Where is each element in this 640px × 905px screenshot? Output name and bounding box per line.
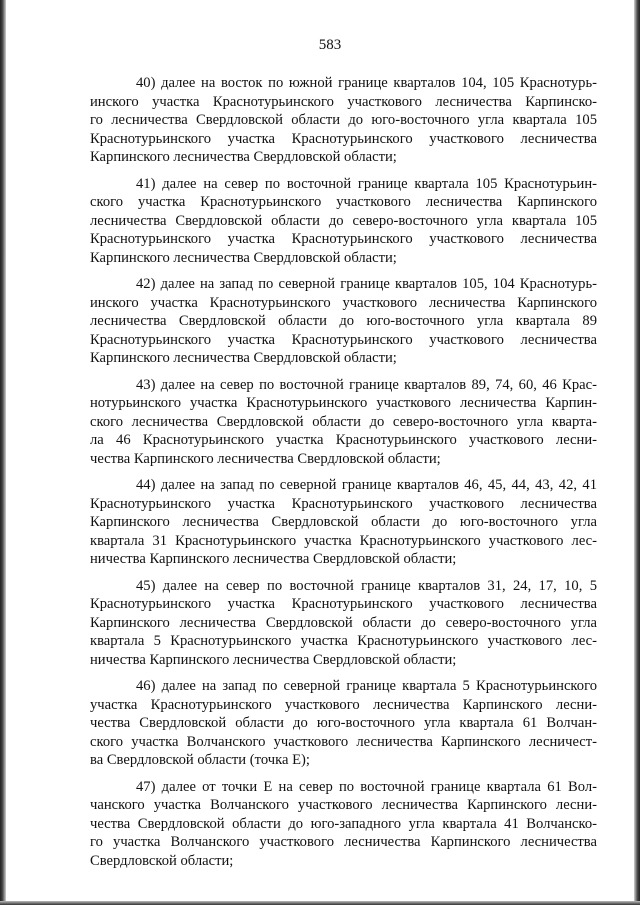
paragraph-line: ского участка Краснотурьинского участкового лесничества Карпинского <box>90 194 597 210</box>
paragraph-40 <box>90 74 597 167</box>
paragraph-line: Карпинского лесничества Свердловской области до северо-восточного угла <box>90 614 597 631</box>
paragraph-line: Краснотурьинского участка Краснотурьинского участкового лесничества <box>90 231 597 247</box>
paragraph-line: Краснотурьинского участка Краснотурьинского участкового лесничества <box>90 130 597 147</box>
paragraph-line: Карпинского лесничества Свердловской области; <box>90 149 397 165</box>
paragraph-line: инского участка Краснотурьинского участкового лесничества Карпинского <box>90 294 597 311</box>
paragraph-41 <box>90 175 597 268</box>
document-body <box>90 74 597 878</box>
paragraph-line: Карпинского лесничества Свердловской области; <box>90 249 397 266</box>
paragraph-line: чества Свердловской области до юго-западного угла квартала 41 Волчанско- <box>90 815 597 832</box>
paragraph-line: ничества Карпинского лесничества Свердловской области; <box>90 551 457 567</box>
paragraph-45 <box>90 577 597 670</box>
paragraph-line: квартала 31 Краснотурьинского участка Краснотурьинского участкового лес- <box>90 532 597 549</box>
paragraph-line: лесничества Свердловской области до северо-восточного угла квартала 105 <box>90 212 597 229</box>
paragraph-line: лесничества Свердловской области до юго-восточного угла квартала 89 <box>90 313 597 329</box>
paragraph-line: го участка Волчанского участкового лесничества Карпинского лесничества <box>90 834 597 850</box>
paragraph-line: Карпинского лесничества Свердловской области до юго-восточного угла <box>90 514 597 530</box>
paragraph-line: 40) далее на восток по южной границе кварталов 104, 105 Краснотурь- <box>136 75 597 91</box>
paragraph-line: го лесничества Свердловской области до юго-восточного угла квартала 105 <box>90 112 597 128</box>
paragraph-line: 47) далее от точки Е на север по восточной границе квартала 61 Вол- <box>136 778 597 795</box>
paragraph-line: Краснотурьинского участка Краснотурьинского участкового лесничества <box>90 495 597 512</box>
paragraph-43 <box>90 376 597 469</box>
paragraph-line: ла 46 Краснотурьинского участка Краснотурьинского участкового лесни- <box>90 432 597 448</box>
page-number: 583 <box>318 37 342 53</box>
paragraph-line: Краснотурьинского участка Краснотурьинского участкового лесничества <box>90 596 597 612</box>
paragraph-line: инского участка Краснотурьинского участкового лесничества Карпинско- <box>90 93 597 110</box>
paragraph-line: Краснотурьинского участка Краснотурьинского участкового лесничества <box>90 331 597 348</box>
paragraph-line: 41) далее на север по восточной границе квартала 105 Краснотурьин- <box>136 175 597 192</box>
paragraph-line: ского лесничества Свердловской области до северо-восточного угла кварта- <box>90 413 597 430</box>
paragraph-line: 44) далее на запад по северной границе кварталов 46, 45, 44, 43, 42, 41 <box>136 477 597 493</box>
paragraph-44 <box>90 476 597 569</box>
paragraph-line: 43) далее на север по восточной границе кварталов 89, 74, 60, 46 Крас- <box>136 376 597 393</box>
paragraph-46 <box>90 677 597 770</box>
paragraph-line: ничества Карпинского лесничества Свердловской области; <box>90 651 457 668</box>
scan-edge-bottom <box>0 901 640 905</box>
scan-edge-right <box>634 0 640 905</box>
paragraph-line: Карпинского лесничества Свердловской области; <box>90 350 397 366</box>
paragraph-line: ского участка Волчанского участкового лесничества Карпинского лесничест- <box>90 733 597 750</box>
paragraph-line: квартала 5 Краснотурьинского участка Краснотурьинского участкового лес- <box>90 633 597 649</box>
paragraph-line: Свердловской области; <box>90 852 234 869</box>
paragraph-line: чества Свердловской области до юго-восточного угла квартала 61 Волчан- <box>90 715 597 731</box>
paragraph-line: ва Свердловской области (точка Е); <box>90 752 310 768</box>
paragraph-line: нотурьинского участка Краснотурьинского участкового лесничества Карпин- <box>90 395 597 411</box>
paragraph-line: чанского участка Волчанского участкового лесничества Карпинского лесни- <box>90 797 597 813</box>
scan-edge-left <box>0 0 6 905</box>
paragraph-line: 46) далее на запад по северной границе квартала 5 Краснотурьинского <box>136 678 597 694</box>
paragraph-line: чества Карпинского лесничества Свердловской области; <box>90 450 441 467</box>
paragraph-47 <box>90 778 597 871</box>
paragraph-line: участка Краснотурьинского участкового лесничества Карпинского лесни- <box>90 696 597 713</box>
paragraph-line: 45) далее на север по восточной границе кварталов 31, 24, 17, 10, 5 <box>136 577 597 594</box>
paragraph-line: 42) далее на запад по северной границе кварталов 105, 104 Краснотурь- <box>136 276 597 292</box>
paragraph-42 <box>90 275 597 368</box>
